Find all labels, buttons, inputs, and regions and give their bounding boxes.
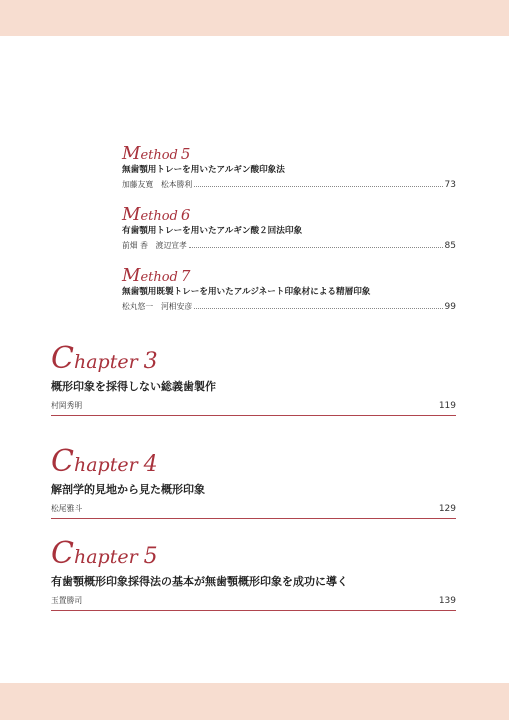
chapter-title: 解剖学的見地から見た概形印象 [51, 483, 205, 496]
method-authors: 前畑 香 渡辺宣孝 [122, 241, 187, 250]
method-title: 無歯顎用既製トレーを用いたアルジネート印象材による精層印象 [122, 287, 371, 297]
bottom-band [0, 683, 509, 720]
method-entry-line [122, 301, 456, 313]
method-page: 99 [444, 302, 456, 312]
method-label: Method 5 [122, 143, 191, 164]
chapter-title: 概形印象を採得しない総義歯製作 [51, 380, 216, 393]
toc-method-7[interactable] [122, 265, 456, 313]
method-page: 73 [444, 180, 456, 190]
toc-chapter-4[interactable] [51, 444, 456, 519]
chapter-entry-line [51, 400, 456, 416]
chapter-authors: 松尾雅斗 [51, 504, 83, 513]
toc-chapter-5[interactable] [51, 536, 456, 611]
leader-dots [194, 179, 442, 187]
chapter-entry-line [51, 595, 456, 611]
method-label: Method 6 [122, 204, 191, 225]
leader-dots [189, 240, 443, 248]
chapter-page: 129 [438, 504, 456, 514]
toc-method-5[interactable] [122, 143, 456, 191]
chapter-page: 119 [438, 401, 456, 411]
method-authors: 松丸悠一 河相安彦 [122, 302, 193, 311]
chapter-entry-line [51, 503, 456, 519]
method-title: 無歯顎用トレーを用いたアルギン酸印象法 [122, 165, 285, 175]
method-label: Method 7 [122, 265, 191, 286]
toc-method-6[interactable] [122, 204, 456, 252]
method-page: 85 [444, 241, 456, 251]
toc-chapter-3[interactable] [51, 341, 456, 416]
method-title: 有歯顎用トレーを用いたアルギン酸２回法印象 [122, 226, 303, 236]
method-entry-line [122, 240, 456, 252]
chapter-authors: 玉置勝司 [51, 596, 83, 605]
top-band [0, 0, 509, 36]
leader-dots [194, 301, 442, 309]
chapter-authors: 村岡秀明 [51, 401, 83, 410]
chapter-label: Chapter 5 [51, 536, 158, 571]
chapter-title: 有歯顎概形印象採得法の基本が無歯顎概形印象を成功に導く [51, 575, 348, 588]
chapter-label: Chapter 4 [51, 444, 158, 479]
chapter-page: 139 [438, 596, 456, 606]
chapter-label: Chapter 3 [51, 341, 158, 376]
method-entry-line [122, 179, 456, 191]
method-authors: 加藤友寛 松本勝利 [122, 180, 193, 189]
